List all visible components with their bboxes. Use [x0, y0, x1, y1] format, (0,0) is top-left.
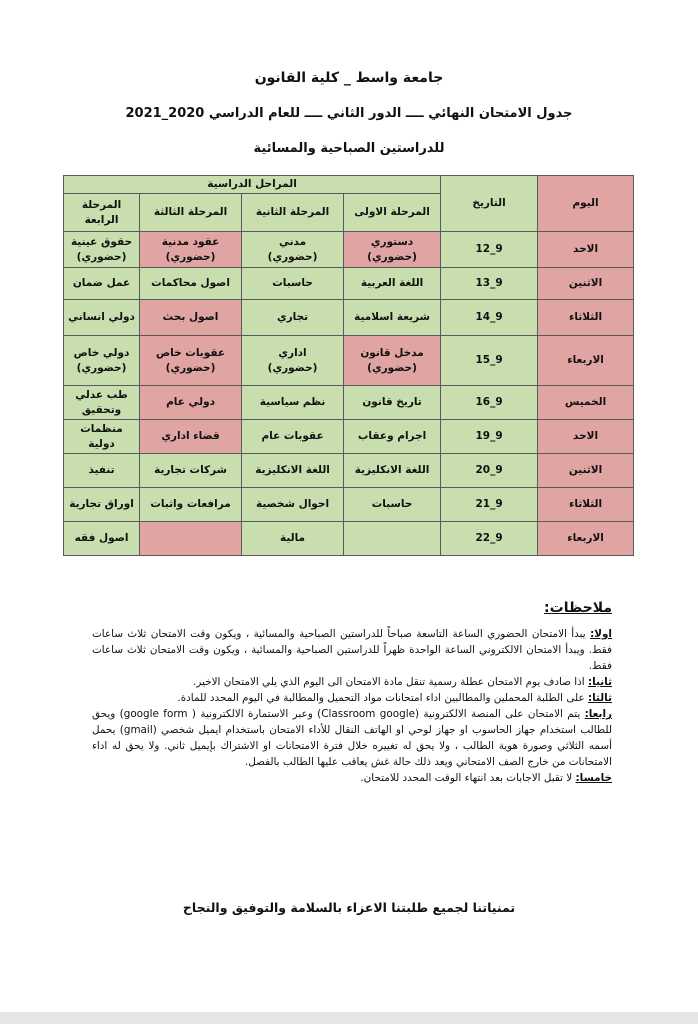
stage-4-subject-cell: عمل ضمان	[64, 268, 140, 300]
stage-2-subject-cell: مالية	[242, 522, 344, 556]
stage-4-subject-cell: حقوق عينية (حضوري)	[64, 232, 140, 268]
day-cell: الاثنين	[538, 268, 634, 300]
stage-4-subject-cell: دولي خاص (حضوري)	[64, 336, 140, 386]
stage-2-header: المرحلة الثانية	[242, 194, 344, 232]
day-cell: الاثنين	[538, 454, 634, 488]
note-text: يبدأ الامتحان الحضوري الساعة التاسعة صباحاً للدراستين الصباحية والمسائية ، ويكون وقت الامتحان ثلاث ساعات فقط. ويبدأ الامتحان الالكتروني الساعة الواحدة ظهراً للدراستين الصباحية والمسائية ، ويكون وقت الامتحان ثلاث ساعات فقط.	[92, 628, 612, 672]
table-row	[64, 268, 634, 300]
table-row	[64, 488, 634, 522]
date-cell: 9_21	[441, 488, 538, 522]
note-item	[92, 674, 612, 690]
date-cell: 9_19	[441, 420, 538, 454]
stage-2-subject-cell: عقوبات عام	[242, 420, 344, 454]
stage-3-subject-cell: اصول بحث	[140, 300, 242, 336]
stage-2-subject-cell: مدني (حضوري)	[242, 232, 344, 268]
note-item	[92, 690, 612, 706]
closing-wishes: تمنياتنا لجميع طلبتنا الاعزاء بالسلامة والتوفيق والنجاح	[182, 900, 516, 915]
table-row	[64, 386, 634, 420]
note-number: رابعا:	[584, 708, 612, 720]
note-text: يتم الامتحان على المنصة الالكترونية (Classroom google) وعبر الاستمارة الالكترونية ( google form) ويحق للطالب استخدام جهاز الحاسوب او جهاز لوحي او الهاتف النقال للأداء الامتحان باستخدام ايميل شخصي (gmail) يحمل أسمه الثلاثي وصورة هوية الطالب ، ولا يحق له تغييره خلال فترة الامتحانات او الاشتراك بإيميل ثاني. ولا يحق له اداء الامتحانات من خارج الصف الامتحاني ويعد ذلك حالة غش يعاقب عليها الطالب بالفصل.	[92, 708, 613, 768]
stage-3-subject-cell: اصول محاكمات	[140, 268, 242, 300]
bottom-strip	[0, 1012, 698, 1024]
schedule-title: جدول الامتحان النهائي ــــ الدور الثاني ــــ للعام الدراسي 2020_2021	[125, 106, 573, 121]
stage-3-subject-cell: مرافعات واثبات	[140, 488, 242, 522]
stage-4-header: المرحلة الرابعة	[64, 194, 140, 232]
stage-1-header: المرحلة الاولى	[344, 194, 441, 232]
stage-3-subject-cell	[140, 522, 242, 556]
day-cell: الاحد	[538, 420, 634, 454]
stage-1-subject-cell: حاسبات	[344, 488, 441, 522]
stage-3-subject-cell: قضاء اداري	[140, 420, 242, 454]
stage-4-subject-cell: تنفيذ	[64, 454, 140, 488]
stage-1-subject-cell	[344, 522, 441, 556]
day-column-header: اليوم	[538, 176, 634, 232]
table-row	[64, 336, 634, 386]
day-cell: الثلاثاء	[538, 488, 634, 522]
date-cell: 9_14	[441, 300, 538, 336]
stage-1-subject-cell: اللغة الانكليزية	[344, 454, 441, 488]
date-cell: 9_12	[441, 232, 538, 268]
day-cell: الخميس	[538, 386, 634, 420]
stage-3-subject-cell: شركات تجارية	[140, 454, 242, 488]
stage-2-subject-cell: حاسبات	[242, 268, 344, 300]
stage-4-subject-cell: طب عدلي وتحقيق	[64, 386, 140, 420]
note-number: ثانيا:	[587, 676, 612, 688]
stage-2-subject-cell: نظم سياسية	[242, 386, 344, 420]
stage-1-subject-cell: شريعة اسلامية	[344, 300, 441, 336]
stage-2-subject-cell: اداري (حضوري)	[242, 336, 344, 386]
table-row	[64, 522, 634, 556]
date-cell: 9_13	[441, 268, 538, 300]
stage-1-subject-cell: اللغة العربية	[344, 268, 441, 300]
note-text: على الطلبة المحملين والمطالبين اداء امتحانات مواد التحميل والمطالبة في اليوم المحدد للمادة.	[177, 692, 588, 704]
day-cell: الاربعاء	[538, 336, 634, 386]
stage-3-subject-cell: عقوبات خاص (حضوري)	[140, 336, 242, 386]
stage-4-subject-cell: منظمات دولية	[64, 420, 140, 454]
note-item	[92, 770, 612, 786]
stage-1-subject-cell: تاريخ قانون	[344, 386, 441, 420]
exam-schedule-table	[63, 175, 634, 556]
stage-3-subject-cell: عقود مدنية (حضوري)	[140, 232, 242, 268]
date-cell: 9_22	[441, 522, 538, 556]
note-item	[92, 626, 612, 674]
stage-3-header: المرحلة الثالثة	[140, 194, 242, 232]
stages-group-header: المراحل الدراسية	[64, 176, 441, 194]
stage-2-subject-cell: تجاري	[242, 300, 344, 336]
stage-4-subject-cell: اصول فقه	[64, 522, 140, 556]
stage-1-subject-cell: اجرام وعقاب	[344, 420, 441, 454]
table-row	[64, 300, 634, 336]
date-cell: 9_15	[441, 336, 538, 386]
date-column-header: التاريخ	[441, 176, 538, 232]
university-title: جامعة واسط _ كلية القانون	[254, 70, 444, 86]
note-text: لا تقبل الاجابات بعد انتهاء الوقت المحدد للامتحان.	[360, 772, 576, 784]
day-cell: الاربعاء	[538, 522, 634, 556]
date-cell: 9_16	[441, 386, 538, 420]
note-number: ثالثا:	[587, 692, 612, 704]
stage-2-subject-cell: اللغة الانكليزية	[242, 454, 344, 488]
stage-2-subject-cell: احوال شخصية	[242, 488, 344, 522]
schedule-subtitle: للدراستين الصباحية والمسائية	[253, 141, 445, 156]
note-number: اولا:	[590, 628, 612, 640]
date-cell: 9_20	[441, 454, 538, 488]
day-cell: الاحد	[538, 232, 634, 268]
notes-title: ملاحظات:	[544, 600, 612, 616]
note-text: اذا صادف يوم الامتحان عطلة رسمية تنقل مادة الامتحان الى اليوم الذي يلي الامتحان الاخير.	[193, 676, 588, 688]
stage-1-subject-cell: دستوري (حضوري)	[344, 232, 441, 268]
notes-section	[92, 600, 612, 786]
table-row	[64, 420, 634, 454]
table-row	[64, 232, 634, 268]
note-item	[92, 706, 612, 770]
stage-4-subject-cell: اوراق تجارية	[64, 488, 140, 522]
note-number: خامسا:	[575, 772, 612, 784]
table-row	[64, 454, 634, 488]
stage-3-subject-cell: دولي عام	[140, 386, 242, 420]
stage-4-subject-cell: دولي انساني	[64, 300, 140, 336]
day-cell: الثلاثاء	[538, 300, 634, 336]
stage-1-subject-cell: مدخل قانون (حضوري)	[344, 336, 441, 386]
